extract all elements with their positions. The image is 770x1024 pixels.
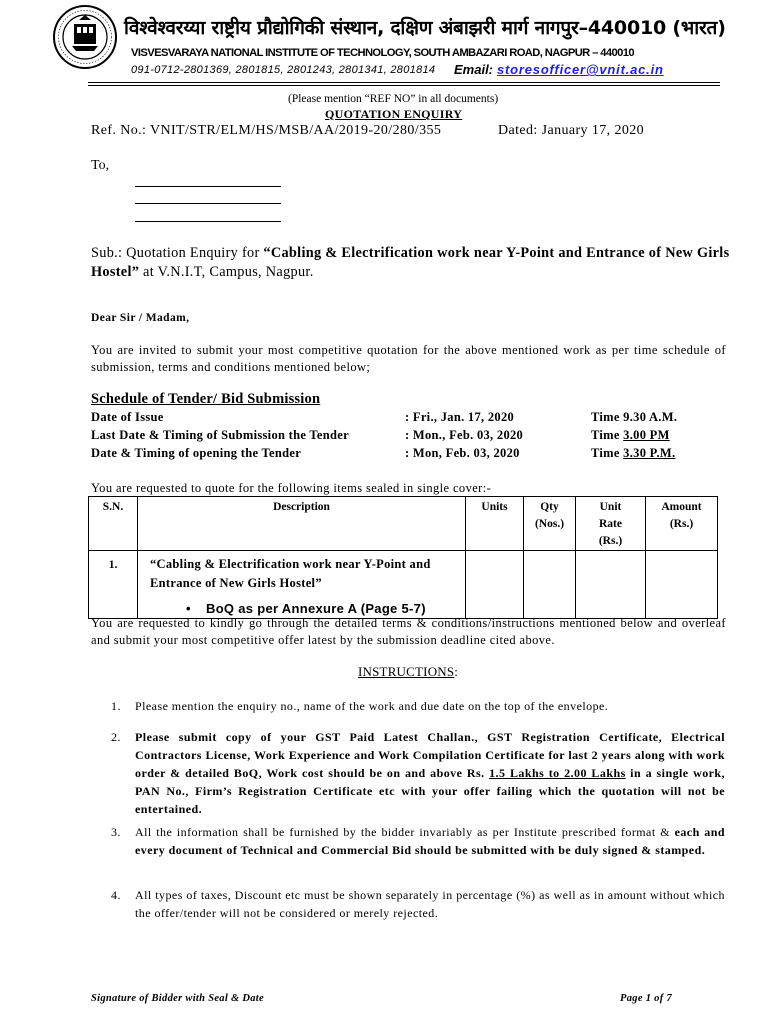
table-row: [89, 551, 718, 619]
salutation: Dear Sir / Madam,: [91, 312, 190, 324]
institute-logo-seal: [52, 4, 118, 70]
email-link[interactable]: storesofficer@vnit.ac.in: [497, 62, 664, 77]
institute-name-hindi: विश्वेश्वरय्या राष्ट्रीय प्रौद्योगिकी संस्थान, दक्षिण अंबाझरी मार्ग नागपुर–440010 (भारत): [124, 17, 726, 39]
phone-numbers: 091-0712-2801369, 2801815, 2801243, 2801341, 2801814: [131, 64, 436, 76]
table-header-row: [89, 497, 718, 551]
document-title: QUOTATION ENQUIRY: [325, 107, 463, 121]
header-divider-top: [88, 82, 720, 83]
schedule-date: : Fri., Jan. 17, 2020: [405, 410, 515, 424]
col-description-header: Description: [138, 497, 466, 551]
page-number: Page 1 of 7: [620, 993, 672, 1004]
overleaf-note: You are requested to kindly go through the detailed terms & conditions/instructions mentioned below and overleaf and submit your most competitive offer latest by the submission deadline cited above.: [91, 616, 726, 647]
col-amount-header: Amount (Rs.): [646, 497, 718, 551]
schedule-time: Time 9.30 A.M.: [591, 410, 678, 424]
signature-footer: Signature of Bidder with Seal & Date: [91, 993, 264, 1004]
boq-table: [88, 496, 718, 619]
subject-suffix: at V.N.I.T, Campus, Nagpur.: [139, 264, 314, 280]
address-line-2: [135, 203, 281, 204]
quote-request-line: You are requested to quote for the following items sealed in single cover:-: [91, 481, 492, 495]
row-amount-cell[interactable]: [646, 551, 718, 619]
email-label: Email:: [454, 62, 494, 77]
schedule-label: Date of Issue: [91, 410, 164, 424]
quotation-enquiry-page: विश्वेश्वरय्या राष्ट्रीय प्रौद्योगिकी संस्थान, दक्षिण अंबाझरी मार्ग नागपुर–440010 (भारत) VISVESVARAYA NATIONAL INSTITUTE OF TECHNOLOGY, SOUTH AMBAZARI ROAD, NAGPUR – 440010 091-0712-2801369, 2801815, 2801243, 2801341, 2801814 Email: storesofficer@vnit.ac.in (Please mention “REF NO” in all documents) QUOTATION ENQUIRY Ref. No.: VNIT/STR/ELM/HS/MSB/AA/2019-20/280/355 Dated: January 17, 2020 To, Sub.: Quotation Enquiry for “Cabling & Electrification work near Y-Point and Entrance of New Girls Hostel” at V.N.I.T, Campus, Nagpur. Dear Sir / Madam, You are invited to submit your most competitive quotation for the above mentioned work as per time schedule of submission, terms and conditions mentioned below; Schedule of Tender/ Bid Submission Date of Issue : Fri., Jan. 17, 2020 Time 9.30 A.M. Last Date & Timing of Submission the Tender : Mon., Feb. 03, 2020 Time 3.00 PM Date & Timing of opening the Tender : Mon, Feb. 03, 2020 Time 3.30 P.M. You are requested to quote for the following items sealed in single cover:- S.N. Description Units Qty (Nos.) Unit Rate (Rs.) Amount (Rs.) 1. “Cabling & Electrification work near Y-Point and Entrance of New Girls Hostel” • BoQ as per Annexure A (Page 5-7) You are requested to kindly go through the detailed terms & conditions/instructions mentioned below and overleaf and submit your most competitive offer latest by the submission deadline cited above. INSTRUCTIONS: 1. Please mention the enquiry no., name of the work and due date on the top of the envelope. 2. Please submit copy of your GST Paid Latest Challan., GST Registration Certificate, Electrical Contractors License, Work Experience and Work Compilation Certificate for last 2 years along with work order & detailed BoQ, Work cost should be on and above Rs. 1.5 Lakhs to 2.00 Lakhs in a single work, PAN No., Firm’s Registration Certificate etc with your offer failing which the quotation will not be entertained. 3. All the information shall be furnished by the bidder invariably as per Institute prescribed format & each and every document of Technical and Commercial Bid should be submitted with be duly signed & stamped. 4. All types of taxes, Discount etc must be shown separately in percentage (%) as well as in amount without which the offer/tender will not be considered or merely rejected. Signature of Bidder with Seal & Date Page 1 of 7: [0, 0, 770, 1024]
schedule-date: : Mon., Feb. 03, 2020: [405, 428, 524, 442]
invitation-paragraph: You are invited to submit your most competitive quotation for the above mentioned work as per time schedule of submission, terms and conditions mentioned below;: [91, 343, 726, 374]
row-description-text: “Cabling & Electrification work near Y-Point and Entrance of New Girls Hostel”: [150, 557, 431, 590]
row-units-cell[interactable]: [466, 551, 524, 619]
to-label: To,: [91, 158, 110, 173]
subject-line: [91, 244, 731, 282]
address-line-1: [135, 186, 281, 187]
col-sn-header: S.N.: [89, 497, 138, 551]
schedule-heading: Schedule of Tender/ Bid Submission: [91, 391, 321, 407]
address-line-3: [135, 221, 281, 222]
row-qty-cell[interactable]: [524, 551, 576, 619]
schedule-date: : Mon, Feb. 03, 2020: [405, 446, 520, 460]
col-units-header: Units: [466, 497, 524, 551]
document-date: Dated: January 17, 2020: [498, 123, 645, 138]
instructions-heading: INSTRUCTIONS:: [358, 664, 459, 679]
row-sn: 1.: [89, 551, 138, 619]
subject-work-title: “Cabling & Electrification work near Y-Point and Entrance of New Girls Hostel”: [91, 245, 730, 280]
reference-number: Ref. No.: VNIT/STR/ELM/HS/MSB/AA/2019-20/280/355: [91, 123, 442, 138]
row-description: [138, 551, 466, 619]
institute-name-english: VISVESVARAYA NATIONAL INSTITUTE OF TECHNOLOGY, SOUTH AMBAZARI ROAD, NAGPUR – 440010: [131, 47, 635, 59]
row-unit-rate-cell[interactable]: [576, 551, 646, 619]
schedule-label: Date & Timing of opening the Tender: [91, 446, 302, 460]
subject-prefix: Sub.: Quotation Enquiry for: [91, 245, 264, 261]
schedule-time: Time 3.00 PM: [591, 428, 670, 442]
header-divider-bottom: [88, 85, 720, 86]
schedule-label: Last Date & Timing of Submission the Tender: [91, 428, 349, 442]
ref-mention-note: (Please mention “REF NO” in all documents): [288, 93, 499, 105]
schedule-time: Time 3.30 P.M.: [591, 446, 676, 460]
col-unit-rate-header: Unit Rate (Rs.): [576, 497, 646, 551]
row-boq-bullet: • BoQ as per Annexure A (Page 5-7): [186, 601, 426, 616]
col-qty-header: Qty (Nos.): [524, 497, 576, 551]
